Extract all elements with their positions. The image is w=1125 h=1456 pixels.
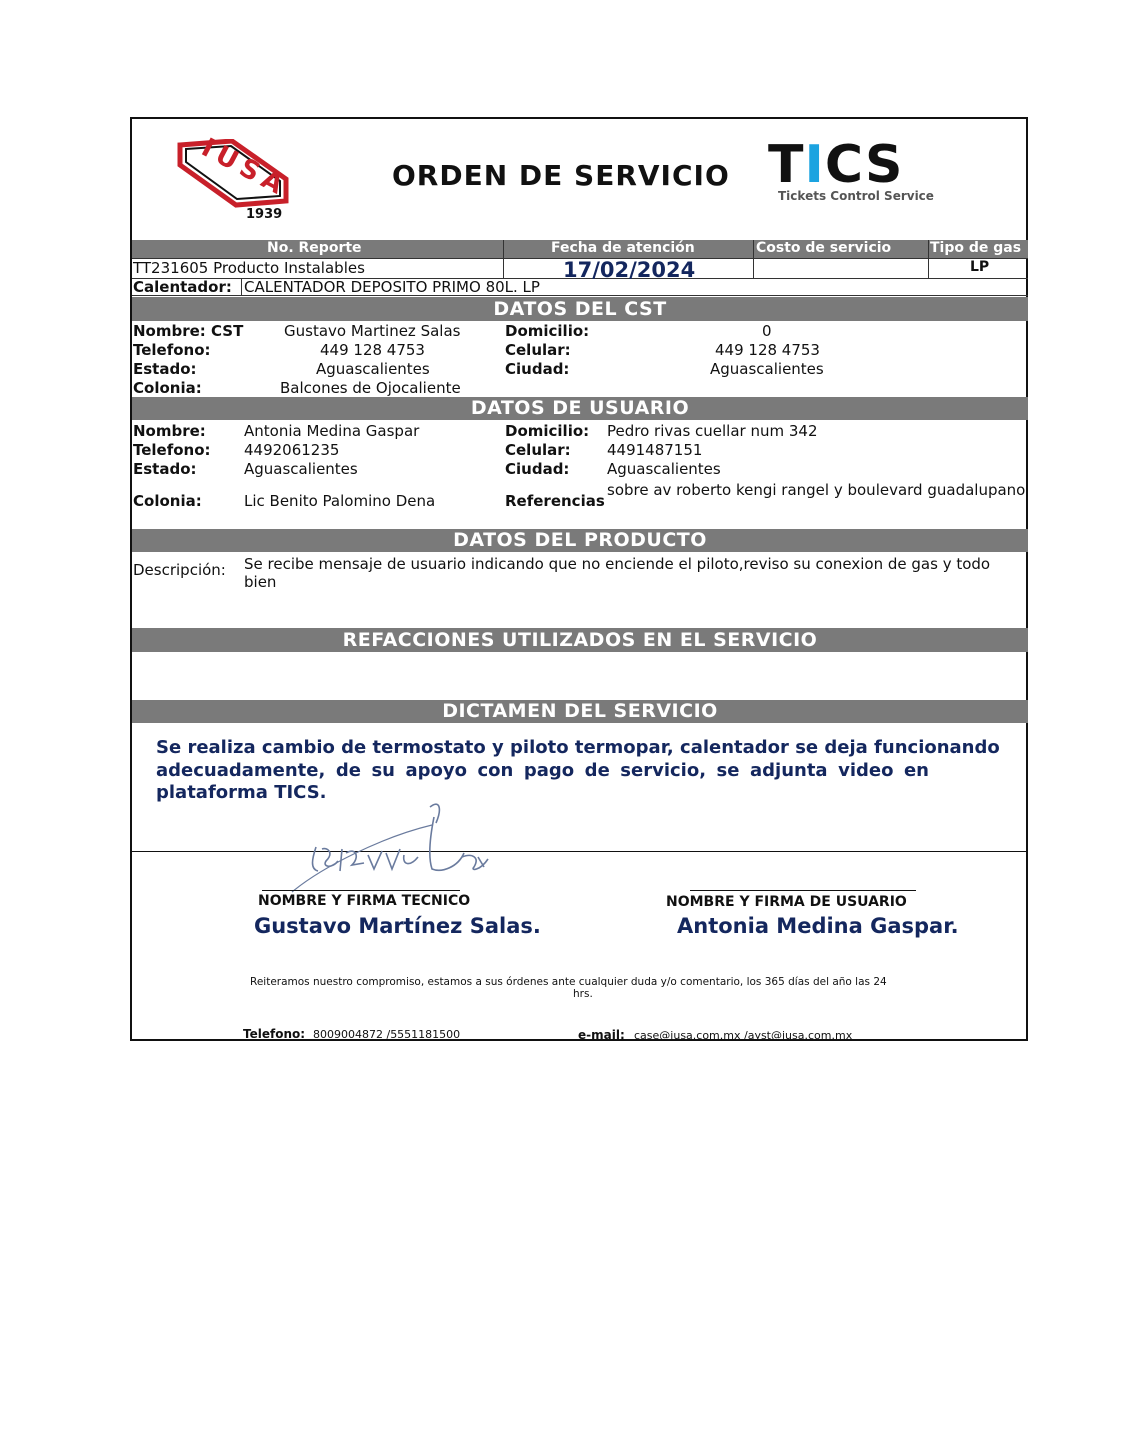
dictamen-line3: plataforma TICS. xyxy=(156,782,327,803)
cst-telefono-label: Telefono: xyxy=(133,341,211,359)
usuario-celular-label: Celular: xyxy=(505,441,571,459)
cst-domicilio-label: Domicilio: xyxy=(505,322,590,340)
no-reporte-value: TT231605 Producto Instalables xyxy=(133,259,365,277)
section-header-dictamen: DICTAMEN DEL SERVICIO xyxy=(132,700,1028,723)
section-header-refacciones: REFACCIONES UTILIZADOS EN EL SERVICIO xyxy=(132,628,1028,652)
usuario-nombre-label: Nombre: xyxy=(133,422,206,440)
cst-nombre-label: Nombre: CST xyxy=(133,322,244,340)
section-header-cst: DATOS DEL CST xyxy=(132,297,1028,321)
tics-logo-text: TICS xyxy=(768,135,904,195)
usuario-domicilio-label: Domicilio: xyxy=(505,422,590,440)
usuario-domicilio-value: Pedro rivas cuellar num 342 xyxy=(607,422,818,440)
cst-estado-value: Aguascalientes xyxy=(316,360,430,378)
tecnico-nombre: Gustavo Martínez Salas. xyxy=(254,914,541,938)
iusa-logo-year: 1939 xyxy=(246,207,283,222)
compromiso-text-line1: Reiteramos nuestro compromiso, estamos a sus órdenes ante cualquier duda y/o comentario, los 365 días del año las 24 xyxy=(250,976,887,988)
usuario-celular-value: 4491487151 xyxy=(607,441,703,459)
header-tipo-gas: Tipo de gas xyxy=(930,240,1022,256)
producto-descripcion-line1: Se recibe mensaje de usuario indicando que no enciende el piloto,reviso su conexion de gas y todo xyxy=(244,555,991,573)
cst-celular-label: Celular: xyxy=(505,341,571,359)
service-order-form xyxy=(130,117,1028,1041)
tecnico-firma-label: NOMBRE Y FIRMA TECNICO xyxy=(258,893,471,909)
usuario-nombre-value: Antonia Medina Gaspar xyxy=(244,422,420,440)
usuario-ciudad-value: Aguascalientes xyxy=(607,460,721,478)
producto-descripcion-label: Descripción: xyxy=(133,561,226,579)
usuario-telefono-value: 4492061235 xyxy=(244,441,340,459)
tics-logo-tagline: Tickets Control Service xyxy=(778,189,934,203)
cst-domicilio-value: 0 xyxy=(762,322,772,340)
compromiso-text-line2: hrs. xyxy=(573,988,593,1000)
usuario-firma-label: NOMBRE Y FIRMA DE USUARIO xyxy=(666,894,907,910)
header-fecha: Fecha de atención xyxy=(551,240,695,256)
cst-colonia-label: Colonia: xyxy=(133,379,202,397)
usuario-estado-value: Aguascalientes xyxy=(244,460,358,478)
header-costo: Costo de servicio xyxy=(756,240,892,256)
usuario-estado-label: Estado: xyxy=(133,460,197,478)
usuario-colonia-label: Colonia: xyxy=(133,492,202,510)
usuario-colonia-value: Lic Benito Palomino Dena xyxy=(244,492,436,510)
usuario-referencias-value: sobre av roberto kengi rangel y boulevard guadalupano xyxy=(607,481,1026,499)
cst-nombre-value: Gustavo Martinez Salas xyxy=(284,322,461,340)
usuario-ciudad-label: Ciudad: xyxy=(505,460,570,478)
section-header-producto: DATOS DEL PRODUCTO xyxy=(132,529,1028,552)
footer-telefono-label: Telefono: xyxy=(243,1027,306,1041)
cst-celular-value: 449 128 4753 xyxy=(715,341,820,359)
header-no-reporte: No. Reporte xyxy=(267,240,362,256)
iusa-logo-text: IUSA xyxy=(196,132,294,204)
fecha-atencion-value: 17/02/2024 xyxy=(563,258,696,282)
footer-email-label: e-mail: xyxy=(578,1028,625,1042)
tics-logo xyxy=(768,137,958,207)
cst-telefono-value: 449 128 4753 xyxy=(320,341,425,359)
section-header-usuario: DATOS DE USUARIO xyxy=(132,397,1028,420)
cst-ciudad-label: Ciudad: xyxy=(505,360,570,378)
usuario-telefono-label: Telefono: xyxy=(133,441,211,459)
calentador-label: Calentador: xyxy=(133,278,232,296)
cst-ciudad-value: Aguascalientes xyxy=(710,360,824,378)
tipo-gas-value: LP xyxy=(970,259,990,275)
iusa-logo xyxy=(176,132,294,222)
producto-descripcion-line2: bien xyxy=(244,573,277,591)
dictamen-line2: adecuadamente, de su apoyo con pago de servicio, se adjunta video en xyxy=(156,760,929,781)
tecnico-signature xyxy=(282,797,502,897)
calentador-value: CALENTADOR DEPOSITO PRIMO 80L. LP xyxy=(244,278,540,296)
footer-telefono-value: 8009004872 /5551181500 xyxy=(313,1028,461,1041)
usuario-nombre: Antonia Medina Gaspar. xyxy=(677,914,959,938)
usuario-referencias-label: Referencias xyxy=(505,492,605,510)
footer-email-value: case@iusa.com.mx /ayst@iusa.com.mx xyxy=(634,1029,853,1042)
cst-estado-label: Estado: xyxy=(133,360,197,378)
cst-colonia-value: Balcones de Ojocaliente xyxy=(280,379,461,397)
dictamen-line1: Se realiza cambio de termostato y piloto termopar, calentador se deja funcionando xyxy=(156,737,1000,758)
page-title: ORDEN DE SERVICIO xyxy=(392,159,730,192)
